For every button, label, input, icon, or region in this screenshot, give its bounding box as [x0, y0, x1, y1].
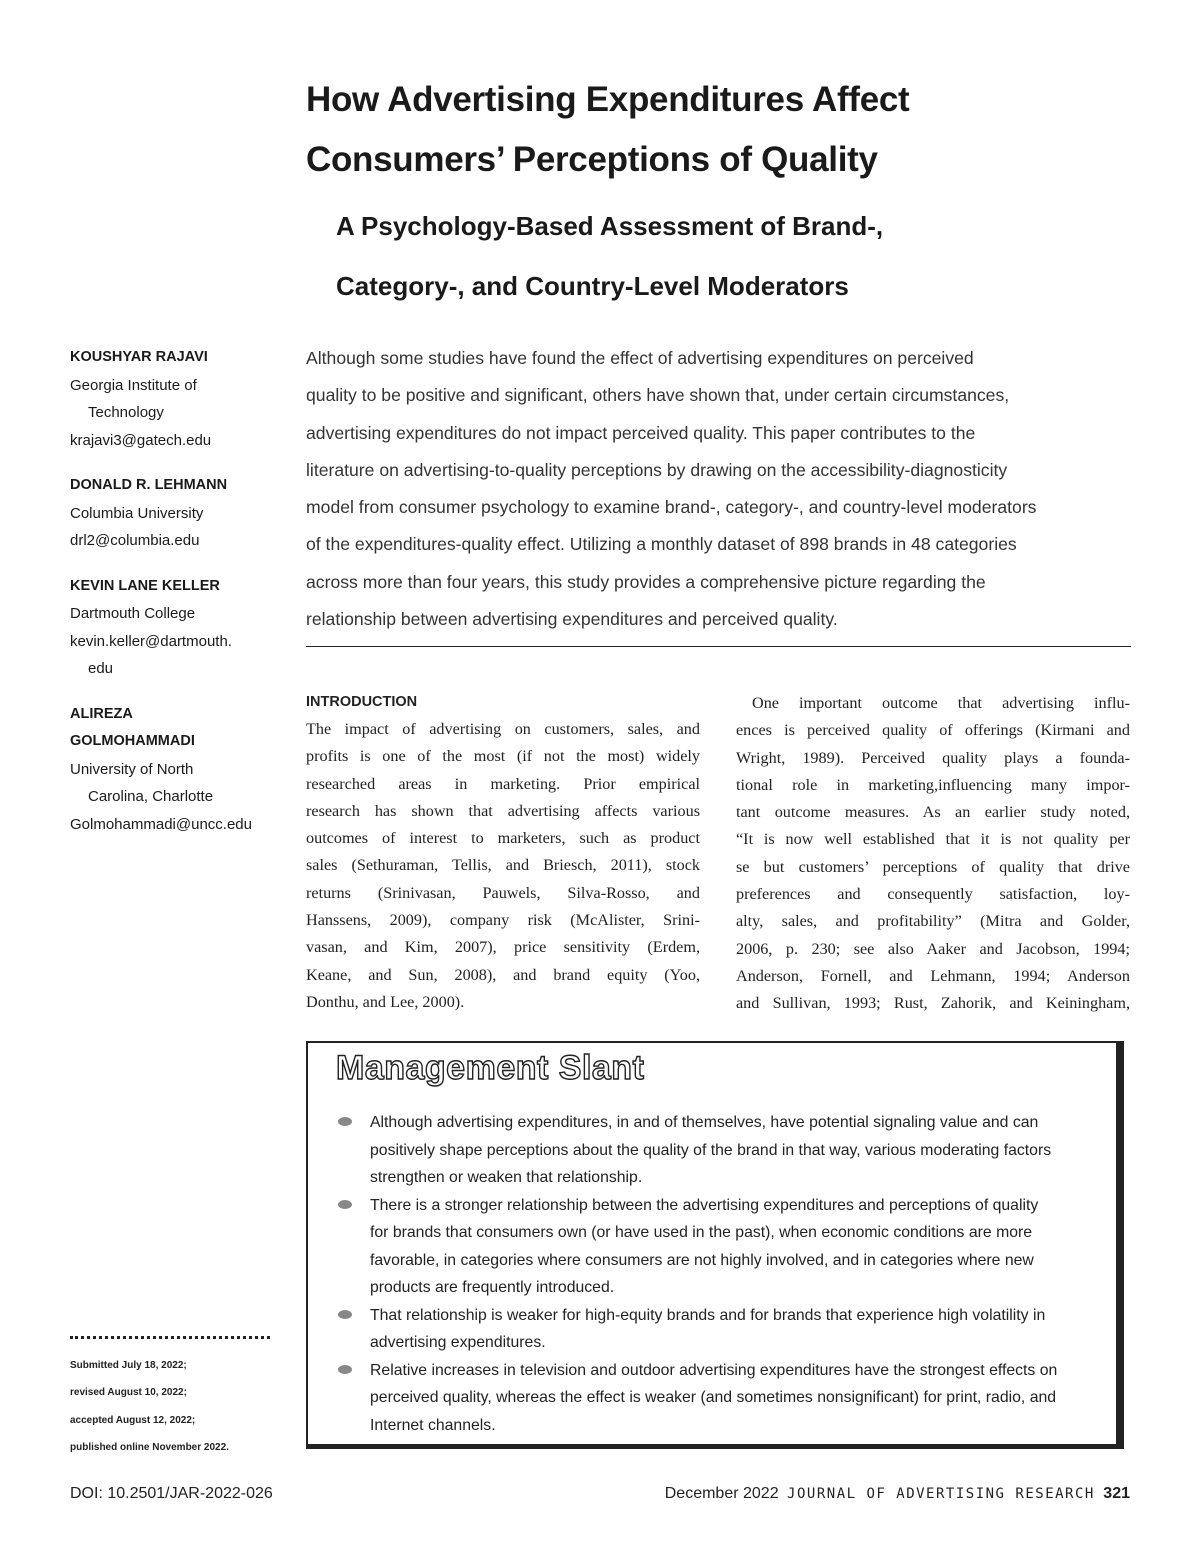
body-line: and Sullivan, 1993; Rust, Zahorik, and Keiningham,	[736, 994, 1130, 1013]
body-column-right	[736, 690, 1130, 1018]
body-line: Anderson, Fornell, and Lehmann, 1994; Anderson	[736, 966, 1130, 985]
abstract	[306, 340, 1132, 638]
body-line: alty, sales, and profitability” (Mitra and Golder,	[736, 912, 1130, 931]
slant-item	[338, 1192, 1108, 1302]
submission-note: revised August 10, 2022;	[70, 1387, 187, 1399]
body-line: Donthu, and Lee, 2000).	[306, 992, 465, 1011]
slant-item-line: products are frequently introduced.	[370, 1279, 615, 1296]
management-slant-box	[306, 1041, 1124, 1449]
author-email: drl2@columbia.edu	[70, 532, 200, 549]
body-line: 2006, p. 230; see also Aaker and Jacobson, 1994;	[736, 939, 1130, 958]
author-rajavi	[70, 344, 280, 454]
bullet-icon	[338, 1310, 352, 1319]
slant-item-line: favorable, in categories where consumers are not highly involved, and in categories where new	[370, 1251, 1034, 1269]
author-email: edu	[88, 660, 114, 677]
slant-item-line: Although advertising expenditures, in and of themselves, have potential signaling value and can	[370, 1114, 1039, 1131]
submission-note: published online November 2022.	[70, 1441, 229, 1453]
page-number: 321	[1103, 1485, 1130, 1502]
author-list	[70, 344, 280, 856]
body-line: preferences and consequently satisfaction, loy-	[736, 885, 1130, 904]
slant-item	[338, 1109, 1108, 1192]
body-line: researched areas in marketing. Prior empirical	[306, 774, 700, 793]
author-affiliation: Carolina, Charlotte	[88, 788, 214, 805]
body-line: outcomes of interest to marketers, such as product	[306, 829, 700, 848]
author-affiliation: Georgia Institute of	[70, 376, 197, 394]
slant-item-line: advertising expenditures.	[370, 1334, 546, 1351]
author-name: GOLMOHAMMADI	[70, 733, 195, 749]
body-line: tant outcome measures. As an earlier study noted,	[736, 803, 1130, 822]
slant-item-line: There is a stronger relationship between the advertising expenditures and perceptions of quality	[370, 1196, 1039, 1214]
slant-item	[338, 1302, 1108, 1357]
author-affiliation: Technology	[88, 404, 164, 421]
submission-notes	[70, 1352, 290, 1461]
author-name: KOUSHYAR RAJAVI	[70, 349, 208, 365]
slant-item-line: strengthen or weaken that relationship.	[370, 1169, 643, 1186]
author-name: ALIREZA	[70, 705, 133, 722]
abstract-line: advertising expenditures do not impact perceived quality. This paper contributes to the	[306, 422, 976, 443]
slant-item-line: for brands that consumers own (or have used in the past), when economic conditions are more	[370, 1224, 1033, 1241]
slant-item-line: That relationship is weaker for high-equity brands and for brands that experience high volatility in	[370, 1306, 1046, 1324]
author-email: kevin.keller@dartmouth.	[70, 632, 232, 650]
management-slant-title: Management Slant	[336, 1049, 645, 1087]
body-line: Keane, and Sun, 2008), and brand equity (Yoo,	[306, 965, 700, 984]
body-line: One important outcome that advertising influ-	[752, 694, 1130, 712]
article-title	[306, 70, 1166, 190]
body-column-left	[306, 690, 700, 1016]
abstract-divider	[306, 646, 1131, 647]
abstract-line: literature on advertising-to-quality perceptions by drawing on the accessibility-diagnosticity	[306, 459, 1008, 480]
doi: DOI: 10.2501/JAR-2022-026	[70, 1485, 273, 1502]
author-golmohammadi	[70, 701, 280, 839]
submission-note: accepted August 12, 2022;	[70, 1414, 196, 1426]
body-line: vasan, and Kim, 2007), price sensitivity (Erdem,	[306, 938, 700, 957]
body-line: tional role in marketing,influencing many impor-	[736, 775, 1130, 794]
author-email: Golmohammadi@uncc.edu	[70, 815, 252, 833]
body-line: sales (Sethuraman, Tellis, and Briesch, 2011), stock	[306, 856, 700, 875]
author-name: KEVIN LANE KELLER	[70, 577, 220, 594]
management-slant-list	[338, 1109, 1108, 1439]
title-line-2: Consumers’ Perceptions of Quality	[306, 140, 878, 179]
bullet-icon	[338, 1365, 352, 1374]
section-heading: INTRODUCTION	[306, 694, 418, 710]
subtitle-line-1: A Psychology-Based Assessment of Brand-,	[336, 211, 884, 241]
body-line: se but customers’ perceptions of quality that drive	[736, 857, 1130, 876]
article-subtitle	[336, 196, 1166, 316]
abstract-line: quality to be positive and significant, others have shown that, under certain circumstances,	[306, 385, 1010, 406]
slant-item-line: perceived quality, whereas the effect is weaker (and sometimes nonsignificant) for print, radio, and	[370, 1389, 1057, 1406]
abstract-line: relationship between advertising expenditures and perceived quality.	[306, 609, 838, 630]
body-line: The impact of advertising on customers, sales, and	[306, 720, 700, 738]
abstract-line: of the expenditures-quality effect. Utilizing a monthly dataset of 898 brands in 48 categories	[306, 534, 1017, 555]
abstract-line: Although some studies have found the effect of advertising expenditures on perceived	[306, 348, 974, 368]
body-line: Wright, 1989). Perceived quality plays a founda-	[736, 748, 1130, 767]
page-footer	[665, 1485, 1130, 1503]
submission-note: Submitted July 18, 2022;	[70, 1360, 187, 1371]
author-keller	[70, 573, 280, 683]
author-affiliation: Columbia University	[70, 504, 204, 522]
notes-divider	[70, 1336, 270, 1339]
author-affiliation: University of North	[70, 760, 194, 778]
author-lehmann	[70, 472, 280, 555]
slant-item-line: positively shape perceptions about the quality of the brand in that way, various moderating factors	[370, 1141, 1052, 1159]
body-line: profits is one of the most (if not the most) widely	[306, 747, 700, 766]
author-affiliation: Dartmouth College	[70, 605, 196, 622]
body-line: research has shown that advertising affects various	[306, 801, 700, 820]
abstract-line: across more than four years, this study provides a comprehensive picture regarding the	[306, 571, 986, 592]
issue-date: December 2022	[664, 1485, 779, 1502]
slant-item-line: Relative increases in television and outdoor advertising expenditures have the strongest effects on	[370, 1361, 1058, 1379]
slant-item-line: Internet channels.	[370, 1416, 496, 1434]
bullet-icon	[338, 1117, 352, 1126]
body-line: “It is now well established that it is not quality per	[736, 830, 1130, 849]
subtitle-line-2: Category-, and Country-Level Moderators	[336, 271, 849, 301]
body-line: ences is perceived quality of offerings (Kirmani and	[736, 721, 1130, 740]
journal-name: JOURNAL OF ADVERTISING RESEARCH	[787, 1486, 1095, 1502]
abstract-line: model from consumer psychology to examine brand-, category-, and country-level moderators	[306, 497, 1037, 518]
title-line-1: How Advertising Expenditures Affect	[306, 80, 910, 119]
slant-item	[338, 1357, 1108, 1440]
body-line: returns (Srinivasan, Pauwels, Silva-Rosso, and	[306, 883, 700, 902]
body-line: Hanssens, 2009), company risk (McAlister, Srini-	[306, 911, 700, 930]
author-name: DONALD R. LEHMANN	[70, 477, 228, 493]
author-email: krajavi3@gatech.edu	[70, 431, 212, 449]
bullet-icon	[338, 1200, 352, 1209]
